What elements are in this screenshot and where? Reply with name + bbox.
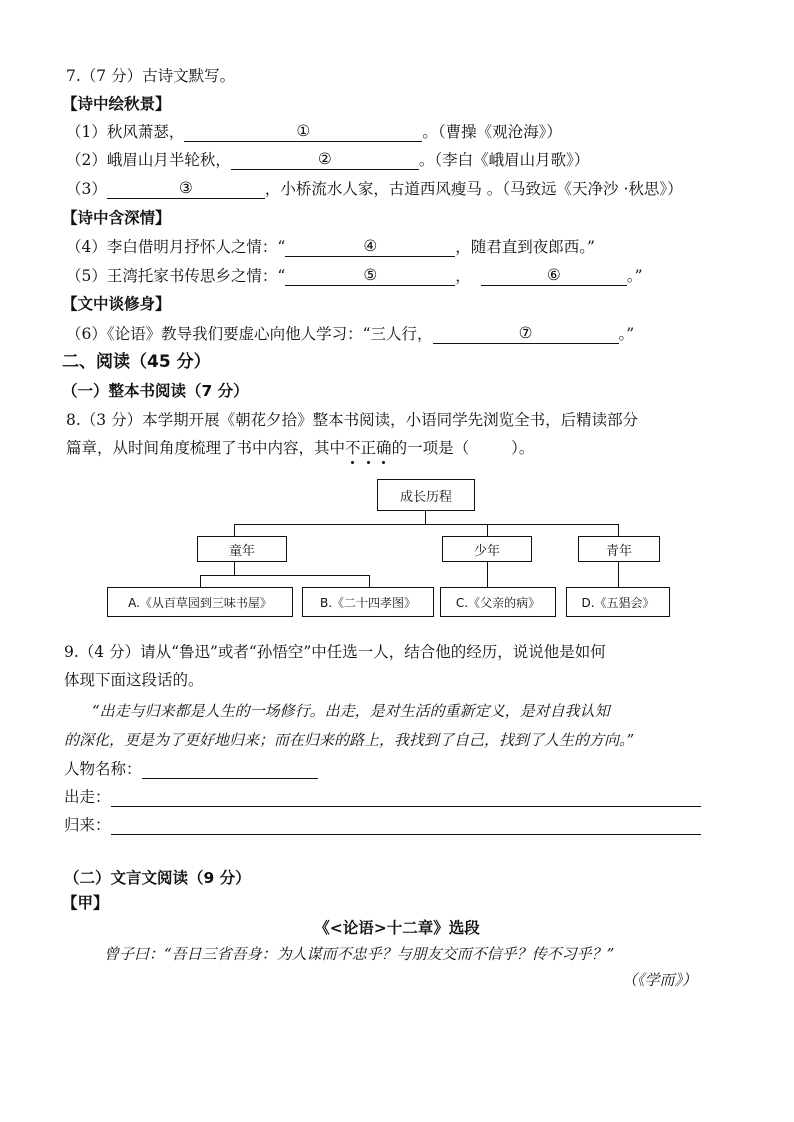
q7-item-6-text: （6）《论语》教导我们要虚心向他人学习：“三人行，	[66, 325, 433, 343]
q8-line-2-text: 篇章，从时间角度梳理了书中内容，其中	[66, 439, 346, 457]
connector	[369, 575, 370, 587]
q7-item-2	[66, 150, 589, 170]
character-name-input[interactable]	[142, 759, 318, 779]
connector	[200, 575, 201, 587]
diagram-root-box: 成长历程	[377, 479, 475, 511]
q9-quote-line-1: “出走与归来都是人生的一场修行。出走，是对生活的重新定义，是对自我认知	[92, 702, 610, 720]
q7-item-2-source: 。（李白《峨眉山月歌》）	[418, 151, 590, 169]
q7-item-5-text: （5）王湾托家书传思乡之情：“	[66, 267, 286, 285]
connector	[200, 575, 369, 576]
emphasis-dots	[345, 439, 392, 457]
passage-text: 曾子曰：“吾日三省吾身：为人谋而不忠乎？与朋友交而不信乎？传不习乎？”	[104, 945, 615, 963]
answer-blank-6[interactable]: ⑥	[481, 266, 627, 286]
q9-line-1: 9.（4 分）请从“鲁迅”或者“孙悟空”中任选一人，结合他的经历，说说他是如何	[64, 643, 606, 661]
connector	[425, 511, 426, 525]
q9-back-row	[64, 815, 701, 835]
answer-blank-7[interactable]: ⑦	[433, 324, 619, 344]
q9-name-label: 人物名称：	[64, 760, 142, 778]
departure-answer-input[interactable]	[111, 787, 701, 807]
diagram-option-c: C.《父亲的病》	[440, 587, 556, 617]
q7-heading: 7.（7 分）古诗文默写。	[66, 67, 236, 85]
q9-out-label: 出走：	[64, 788, 111, 806]
diagram-option-b: B.《二十四孝图》	[302, 587, 434, 617]
q7-item-5	[66, 266, 643, 286]
subsection-classical-heading: （二）文言文阅读（9 分）	[64, 869, 251, 887]
q7-item-1-text: （1）秋风萧瑟，	[66, 123, 185, 141]
q7-item-3-source: ，小桥流水人家，古道西风瘦马 。（马致远《天净沙 ·秋思》）	[264, 180, 683, 198]
q7-item-1	[66, 122, 562, 142]
q7-item-1-source: 。（曹操《观沧海》）	[422, 123, 562, 141]
answer-blank-5[interactable]: ⑤	[285, 266, 455, 286]
q7-item-4-text: （4）李白借明月抒怀人之情：“	[66, 238, 286, 256]
q8-line-2-tail: 的一项是（	[391, 439, 470, 457]
answer-blank-1[interactable]: ①	[184, 122, 422, 142]
q7-group-feeling: 【诗中含深情】	[62, 209, 171, 227]
q8-line-1: 8.（3 分）本学期开展《朝花夕拾》整本书阅读，小语同学先浏览全书，后精读部分	[66, 411, 639, 429]
q7-item-4	[66, 237, 595, 257]
return-answer-input[interactable]	[111, 815, 701, 835]
q7-item-4-end: ，随君直到夜郎西。”	[455, 238, 595, 256]
connector	[618, 524, 619, 536]
dotted-char: 正	[360, 439, 377, 457]
answer-blank-3[interactable]: ③	[107, 179, 265, 199]
q9-quote-line-2: 的深化，更是为了更好地归来；而在归来的路上，我找到了自己，找到了人生的方向。”	[64, 731, 635, 749]
q9-line-2: 体现下面这段话的。	[64, 671, 204, 689]
diagram-stage-childhood: 童年	[197, 536, 287, 562]
answer-blank-2[interactable]: ②	[231, 150, 419, 170]
q7-item-2-text: （2）峨眉山月半轮秋，	[66, 151, 231, 169]
q9-back-label: 归来：	[64, 816, 111, 834]
q8-line-2	[66, 438, 534, 458]
q7-group-self-cultivation: 【文中谈修身】	[62, 295, 171, 313]
q7-item-6-end: 。”	[618, 325, 635, 343]
q7-item-3	[66, 179, 683, 199]
passage-title: 《<论语>十二章》选段	[314, 919, 480, 937]
q7-item-5-end: 。”	[626, 267, 643, 285]
connector	[618, 562, 619, 587]
diagram-stage-young-adult: 青年	[578, 536, 660, 562]
q9-name-row	[64, 759, 318, 779]
passage-label-jia: 【甲】	[62, 894, 109, 912]
q7-item-3-text: （3）	[66, 180, 107, 198]
q9-out-row	[64, 787, 701, 807]
q7-group-autumn: 【诗中绘秋景】	[62, 95, 171, 113]
connector	[487, 562, 488, 587]
connector	[487, 524, 488, 536]
dotted-char: 不	[345, 439, 361, 457]
section-reading-heading: 二、阅读（45 分）	[62, 352, 211, 372]
subsection-whole-book: （一）整本书阅读（7 分）	[62, 382, 249, 400]
passage-source: （《学而》）	[622, 971, 698, 989]
diagram-stage-youth: 少年	[442, 536, 532, 562]
q7-item-5-comma: ，	[455, 267, 471, 285]
answer-blank-4[interactable]: ④	[285, 237, 455, 257]
connector	[234, 524, 235, 536]
q8-line-2-end: ）。	[511, 439, 535, 457]
connector	[234, 562, 235, 575]
diagram-option-a: A.《从百草园到三味书屋》	[107, 587, 293, 617]
connector	[234, 524, 618, 525]
dotted-char: 确	[376, 439, 392, 457]
diagram-option-d: D.《五猖会》	[566, 587, 670, 617]
q7-item-6	[66, 324, 634, 344]
